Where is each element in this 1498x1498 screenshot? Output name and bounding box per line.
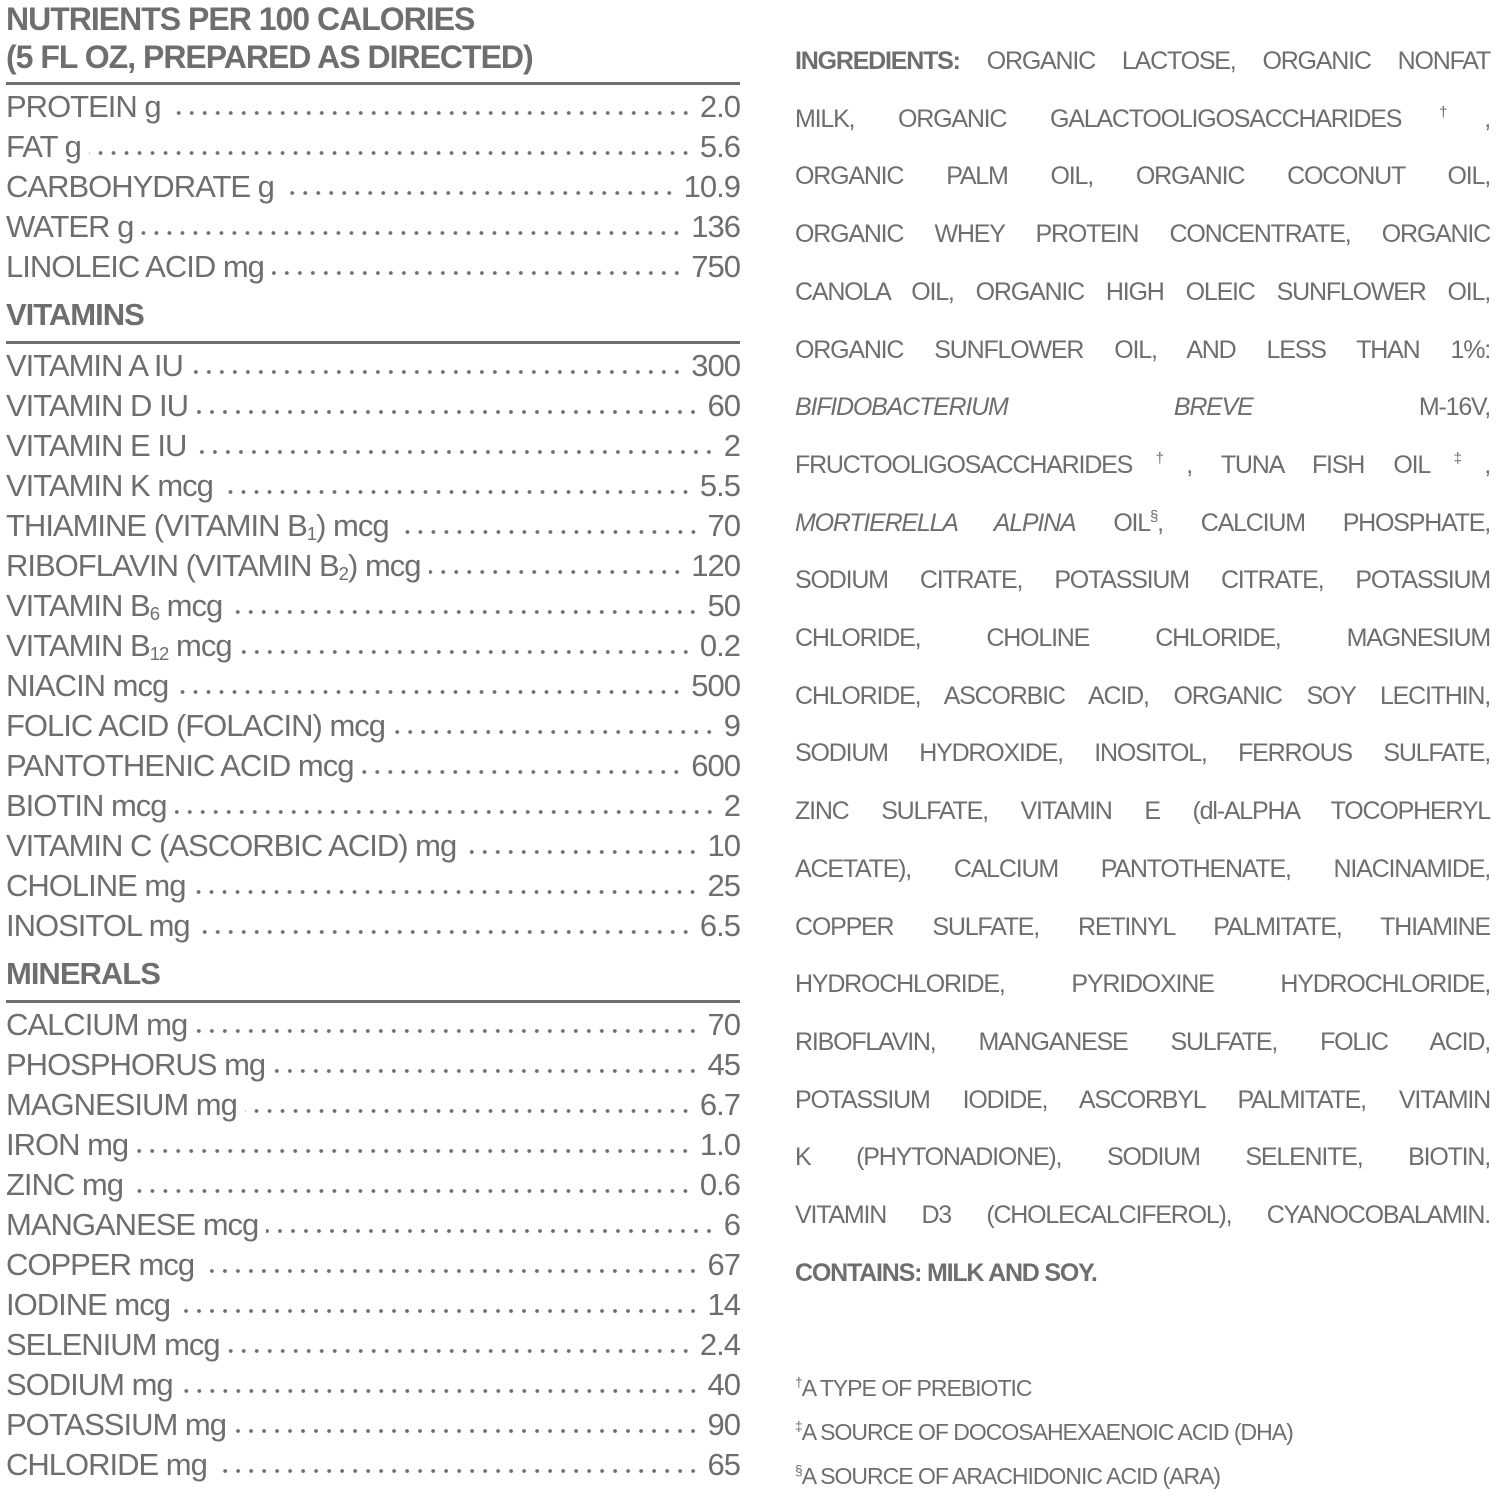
nutrient-label — [6, 1245, 194, 1285]
nutrient-label — [6, 346, 183, 386]
dot-leader — [240, 647, 692, 657]
ingredients-line — [795, 379, 1490, 437]
ingredients-text: CHLORIDE, CHOLINE CHLORIDE, MAGNESIUM — [795, 624, 1490, 653]
dot-leader — [273, 1066, 699, 1076]
nutrient-value: 40 — [707, 1367, 740, 1402]
ingredients-text: , — [1484, 104, 1490, 133]
footnote — [795, 1410, 1490, 1454]
nutrient-value: 750 — [691, 249, 740, 284]
nutrient-value: 70 — [707, 1007, 740, 1042]
nutrient-row — [6, 346, 740, 386]
ingredients-line — [795, 956, 1490, 1014]
ingredients-line — [795, 725, 1490, 783]
nutrient-value: 65 — [707, 1447, 740, 1482]
ingredients-text: K (PHYTONADIONE), SODIUM SELENITE, BIOTIN, — [795, 1143, 1490, 1172]
section-heading: MINERALS — [6, 956, 160, 991]
nutrient-label — [6, 706, 385, 746]
dot-leader — [194, 447, 715, 457]
nutrient-value: 120 — [691, 548, 740, 583]
ingredients-line — [795, 148, 1490, 206]
nutrient-label — [6, 426, 186, 466]
footnote-mark: † — [1132, 449, 1187, 467]
nutrient-label — [6, 786, 167, 826]
dot-leader — [195, 1026, 699, 1036]
nutrient-value: 6.7 — [699, 1087, 740, 1122]
dot-leader — [266, 1226, 715, 1236]
footnote-mark: § — [795, 1463, 802, 1478]
nutrient-row — [6, 1165, 740, 1205]
nutrient-name: NIACIN mcg — [6, 668, 169, 703]
ingredients-text: COPPER SULFATE, RETINYL PALMITATE, THIAMINE — [795, 912, 1490, 941]
nutrient-label — [6, 247, 264, 287]
ingredients-text: ORGANIC LACTOSE, ORGANIC NONFAT — [959, 47, 1490, 75]
ingredients-text: HYDROCHLORIDE, PYRIDOXINE HYDROCHLORIDE, — [795, 970, 1490, 999]
nutrient-name: SELENIUM mcg — [6, 1327, 220, 1362]
nutrient-subscript: 1 — [306, 523, 317, 544]
nutrient-row — [6, 87, 740, 127]
nutrient-value: 50 — [707, 588, 740, 623]
nutrient-unit: mcg — [168, 628, 232, 663]
dot-leader — [245, 1106, 692, 1116]
ingredients-line — [795, 668, 1490, 726]
dot-leader — [429, 567, 684, 577]
nutrient-value: 0.6 — [699, 1167, 740, 1202]
nutrient-value: 136 — [691, 209, 740, 244]
footnote-mark: † — [1401, 103, 1485, 121]
footnote — [795, 1454, 1490, 1498]
nutrient-name: IRON mg — [6, 1127, 129, 1162]
nutrient-row — [6, 866, 740, 906]
nutrient-row — [6, 746, 740, 786]
nutrient-value: 1.0 — [699, 1127, 740, 1162]
footnote-mark: ‡ — [795, 1419, 802, 1434]
nutrient-row — [6, 1085, 740, 1125]
nutrient-row — [6, 466, 740, 506]
nutrient-subscript: 12 — [149, 643, 169, 664]
nutrient-value: 6 — [723, 1207, 740, 1242]
nutrient-label — [6, 866, 185, 906]
nutrient-value: 0.2 — [699, 628, 740, 663]
ingredients-text-block — [795, 33, 1490, 1245]
ingredients-line — [795, 610, 1490, 668]
nutrient-row — [6, 386, 740, 426]
ingredients-line — [795, 264, 1490, 322]
nutrient-row — [6, 906, 740, 946]
nutrient-name: VITAMIN D IU — [6, 388, 189, 423]
nutrient-value: 25 — [707, 868, 740, 903]
nutrient-label — [6, 386, 188, 426]
nutrient-row — [6, 546, 740, 586]
nutrient-label — [6, 1085, 237, 1125]
ingredients-text: RIBOFLAVIN, MANGANESE SULFATE, FOLIC ACID, — [795, 1027, 1490, 1056]
nutrient-name: VITAMIN B — [6, 628, 150, 663]
nutrient-value: 2.0 — [699, 89, 740, 124]
nutrient-name: VITAMIN C (ASCORBIC ACID) mg — [6, 828, 457, 863]
ingredients-line — [795, 91, 1490, 149]
ingredients-text: FRUCTOOLIGOSACCHARIDES — [795, 450, 1133, 479]
footnote-text: A SOURCE OF DOCOSAHEXAENOIC ACID (DHA) — [801, 1419, 1293, 1445]
nutrient-row — [6, 167, 740, 207]
nutrient-value: 2 — [723, 788, 740, 823]
nutrient-name: CARBOHYDRATE g — [6, 169, 274, 204]
nutrient-row — [6, 1045, 740, 1085]
footnote-mark: ‡ — [1430, 449, 1485, 467]
dot-leader — [230, 607, 699, 617]
nutrient-value: 500 — [691, 668, 740, 703]
nutrient-value: 67 — [707, 1247, 740, 1282]
ingredients-text: MILK, ORGANIC GALACTOOLIGOSACCHARIDES — [795, 104, 1402, 133]
ingredients-text: SODIUM CITRATE, POTASSIUM CITRATE, POTASSIUM — [795, 566, 1490, 595]
nutrient-label — [6, 1445, 207, 1485]
nutrient-name: THIAMINE (VITAMIN B — [6, 508, 307, 543]
nutrient-name: RIBOFLAVIN (VITAMIN B — [6, 548, 339, 583]
allergen-statement: CONTAINS: MILK AND SOY. — [795, 1258, 1097, 1287]
section-divider — [6, 341, 740, 344]
dot-leader — [397, 527, 700, 537]
ingredients-line — [795, 206, 1490, 264]
ingredients-text: MORTIERELLA ALPINA — [795, 508, 1076, 537]
nutrient-name: SODIUM mg — [6, 1367, 173, 1402]
dot-leader — [89, 148, 692, 158]
nutrient-name: PHOSPHORUS mg — [6, 1047, 266, 1082]
nutrient-value: 5.6 — [699, 129, 740, 164]
nutrient-row — [6, 1245, 740, 1285]
nutrient-row — [6, 1005, 740, 1045]
dot-leader — [215, 1466, 700, 1476]
nutrients-title-line: NUTRIENTS PER 100 CALORIES — [6, 1, 475, 37]
section-divider — [6, 1000, 740, 1003]
nutrient-row — [6, 786, 740, 826]
ingredients-text: CANOLA OIL, ORGANIC HIGH OLEIC SUNFLOWER OIL, — [795, 277, 1490, 306]
nutrient-subscript: 6 — [149, 603, 160, 624]
nutrient-unit: mcg — [159, 588, 223, 623]
dot-leader — [221, 487, 692, 497]
nutrient-name: MANGANESE mcg — [6, 1207, 259, 1242]
footnote — [795, 1366, 1490, 1410]
nutrient-label — [6, 906, 190, 946]
ingredients-label: INGREDIENTS: — [795, 47, 960, 75]
nutrient-row — [6, 1405, 740, 1445]
nutrient-name: IODINE mcg — [6, 1287, 170, 1322]
nutrient-label — [6, 127, 81, 167]
dot-leader — [272, 268, 683, 278]
nutrient-name: LINOLEIC ACID mg — [6, 249, 264, 284]
footnote-text: A SOURCE OF ARACHIDONIC ACID (ARA) — [801, 1463, 1221, 1489]
ingredients-line — [795, 322, 1490, 380]
nutrient-label — [6, 1205, 258, 1245]
ingredients-panel — [795, 33, 1490, 1302]
nutrient-name: CHLORIDE mg — [6, 1447, 207, 1482]
nutrient-row — [6, 247, 740, 287]
ingredients-line — [795, 1072, 1490, 1130]
nutrient-row — [6, 1205, 740, 1245]
nutrient-value: 9 — [723, 708, 740, 743]
dot-leader — [181, 1386, 700, 1396]
dot-leader — [141, 228, 683, 238]
ingredients-text: SODIUM HYDROXIDE, INOSITOL, FERROUS SULFATE, — [795, 739, 1490, 768]
nutrient-value: 10 — [707, 828, 740, 863]
ingredients-line — [795, 437, 1490, 495]
dot-leader — [176, 687, 683, 697]
nutrient-row — [6, 586, 740, 626]
nutrient-value: 45 — [707, 1047, 740, 1082]
nutrient-label — [6, 506, 389, 546]
nutrient-label — [6, 1285, 170, 1325]
ingredients-line — [795, 33, 1490, 91]
nutrient-label — [6, 546, 421, 586]
ingredients-text: VITAMIN D3 (CHOLECALCIFEROL), CYANOCOBALAMIN. — [795, 1201, 1490, 1230]
nutrient-value: 2.4 — [699, 1327, 740, 1362]
nutrients-title — [6, 0, 740, 76]
nutrient-row — [6, 706, 740, 746]
nutrient-label — [6, 826, 456, 866]
nutrient-unit: ) mcg — [348, 548, 421, 583]
dot-leader — [175, 807, 716, 817]
nutrient-label — [6, 746, 353, 786]
nutrient-name: MAGNESIUM mg — [6, 1087, 237, 1122]
dot-leader — [202, 1266, 699, 1276]
nutrients-title-line: (5 FL OZ, PREPARED AS DIRECTED) — [6, 39, 533, 75]
ingredients-text: ACETATE), CALCIUM PANTOTHENATE, NIACINAMIDE, — [795, 854, 1490, 883]
nutrient-label — [6, 1125, 128, 1165]
nutrient-row — [6, 1445, 740, 1485]
nutrient-row — [6, 1285, 740, 1325]
nutrient-label — [6, 1045, 265, 1085]
nutrient-row — [6, 826, 740, 866]
nutrient-unit: ) mcg — [316, 508, 389, 543]
ingredients-line — [795, 1014, 1490, 1072]
nutrient-value: 70 — [707, 508, 740, 543]
nutrient-row — [6, 666, 740, 706]
ingredients-line — [795, 783, 1490, 841]
nutrient-name: CALCIUM mg — [6, 1007, 188, 1042]
nutrient-row — [6, 127, 740, 167]
dot-leader — [228, 1346, 692, 1356]
footnote-mark: § — [1150, 507, 1158, 525]
ingredients-text: M-16V, — [1252, 393, 1490, 422]
nutrient-value: 90 — [707, 1407, 740, 1442]
nutrient-row — [6, 626, 740, 666]
nutrient-name: CHOLINE mg — [6, 868, 186, 903]
nutrient-name: BIOTIN mcg — [6, 788, 167, 823]
nutrient-sections — [6, 82, 740, 1485]
ingredients-line — [795, 552, 1490, 610]
nutrient-name: PROTEIN g — [6, 89, 161, 124]
nutrient-value: 6.5 — [699, 908, 740, 943]
nutrient-value: 14 — [707, 1287, 740, 1322]
nutrient-name: VITAMIN B — [6, 588, 150, 623]
dot-leader — [464, 847, 699, 857]
nutrient-row — [6, 506, 740, 546]
nutrient-label — [6, 1325, 220, 1365]
ingredients-text: ZINC SULFATE, VITAMIN E (dl-ALPHA TOCOPHERYL — [795, 797, 1490, 826]
nutrient-name: WATER g — [6, 209, 134, 244]
nutrient-name: VITAMIN E IU — [6, 428, 187, 463]
dot-leader — [193, 887, 699, 897]
dot-leader — [196, 407, 699, 417]
dot-leader — [136, 1146, 692, 1156]
nutrient-label — [6, 1365, 173, 1405]
ingredients-text: , CALCIUM PHOSPHATE, — [1157, 508, 1490, 537]
nutrients-panel — [6, 0, 740, 1485]
nutrient-label — [6, 1405, 226, 1445]
nutrient-row — [6, 1365, 740, 1405]
nutrient-label — [6, 1005, 187, 1045]
nutrient-label — [6, 466, 213, 506]
ingredients-line — [795, 841, 1490, 899]
dot-leader — [131, 1186, 692, 1196]
nutrient-label — [6, 87, 161, 127]
ingredients-line — [795, 495, 1490, 553]
ingredients-text: ORGANIC WHEY PROTEIN CONCENTRATE, ORGANIC — [795, 220, 1490, 249]
footnote-text: A TYPE OF PREBIOTIC — [801, 1375, 1032, 1401]
nutrient-name: VITAMIN K mcg — [6, 468, 213, 503]
nutrient-label — [6, 586, 222, 626]
ingredients-text: BIFIDOBACTERIUM BREVE — [795, 393, 1253, 422]
ingredients-text: POTASSIUM IODIDE, ASCORBYL PALMITATE, VITAMIN — [795, 1085, 1490, 1114]
section-divider — [6, 82, 740, 85]
nutrient-value: 10.9 — [683, 169, 740, 204]
nutrient-name: INOSITOL mg — [6, 908, 190, 943]
nutrient-name: PANTOTHENIC ACID mcg — [6, 748, 354, 783]
dot-leader — [361, 767, 683, 777]
dot-leader — [191, 367, 683, 377]
nutrient-row — [6, 426, 740, 466]
nutrient-label — [6, 1165, 123, 1205]
nutrient-row — [6, 207, 740, 247]
nutrient-name: VITAMIN A IU — [6, 348, 183, 383]
nutrient-name: ZINC mg — [6, 1167, 123, 1202]
nutrient-value: 60 — [707, 388, 740, 423]
nutrient-value: 600 — [691, 748, 740, 783]
nutrient-row — [6, 1325, 740, 1365]
dot-leader — [169, 108, 692, 118]
nutrient-value: 5.5 — [699, 468, 740, 503]
nutrient-name: COPPER mcg — [6, 1247, 195, 1282]
ingredients-text: OIL — [1075, 508, 1151, 537]
nutrient-label — [6, 207, 133, 247]
ingredients-text: CHLORIDE, ASCORBIC ACID, ORGANIC SOY LECITHIN, — [795, 681, 1490, 710]
nutrient-label — [6, 167, 274, 207]
ingredients-line — [795, 1129, 1490, 1187]
nutrient-label — [6, 626, 232, 666]
nutrient-label — [6, 666, 168, 706]
ingredients-text: , — [1484, 450, 1490, 479]
nutrient-row — [6, 1125, 740, 1165]
dot-leader — [393, 727, 716, 737]
nutrient-subscript: 2 — [338, 563, 349, 584]
dot-leader — [178, 1306, 700, 1316]
nutrient-name: FOLIC ACID (FOLACIN) mcg — [6, 708, 386, 743]
footnote-mark: † — [795, 1375, 802, 1390]
ingredients-text: , TUNA FISH OIL — [1186, 450, 1431, 479]
dot-leader — [282, 188, 676, 198]
ingredients-text: ORGANIC PALM OIL, ORGANIC COCONUT OIL, — [795, 162, 1490, 191]
dot-leader — [198, 927, 692, 937]
ingredients-text: ORGANIC SUNFLOWER OIL, AND LESS THAN 1%: — [795, 335, 1490, 364]
nutrient-name: FAT g — [6, 129, 81, 164]
dot-leader — [234, 1426, 700, 1436]
nutrient-value: 2 — [723, 428, 740, 463]
nutrient-name: POTASSIUM mg — [6, 1407, 226, 1442]
section-heading: VITAMINS — [6, 297, 144, 332]
nutrient-value: 300 — [691, 348, 740, 383]
ingredients-line — [795, 899, 1490, 957]
footnotes — [795, 1366, 1490, 1498]
ingredients-line — [795, 1187, 1490, 1245]
